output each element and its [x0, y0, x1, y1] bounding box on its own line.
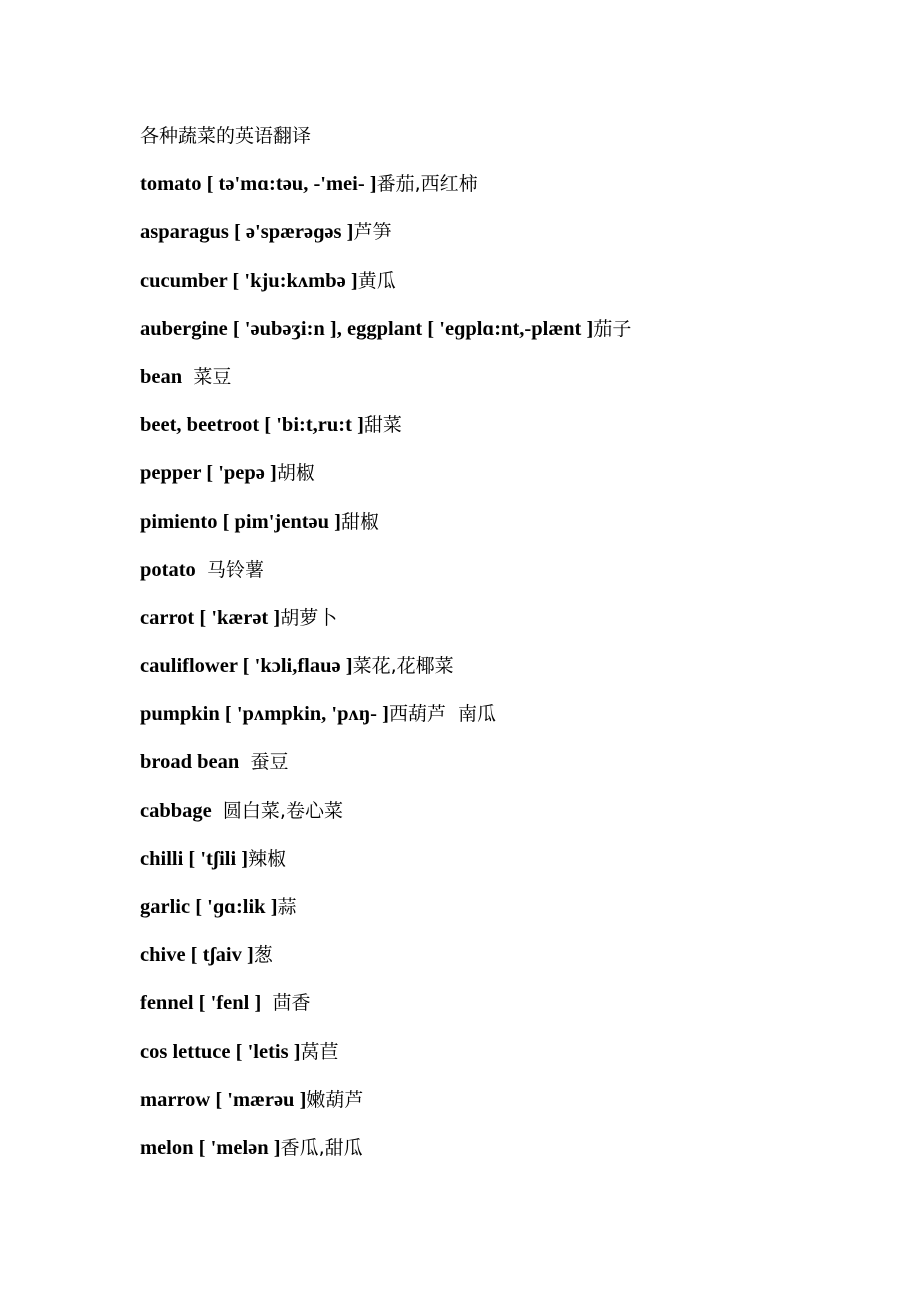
vocabulary-entry — [140, 267, 631, 315]
english-term: tomato [ tə'mɑ:təu, -'mei- ] — [140, 173, 377, 196]
chinese-translation: 蒜 — [277, 896, 297, 918]
vocabulary-entry — [140, 941, 631, 989]
vocabulary-entry — [140, 797, 631, 845]
chinese-translation: 胡萝卜 — [280, 606, 338, 629]
vocabulary-entry — [140, 652, 631, 700]
english-term: chive [ tʃaiv ] — [140, 944, 254, 967]
chinese-translation: 辣椒 — [248, 847, 287, 870]
vocabulary-entry — [140, 700, 631, 748]
vocabulary-entry — [140, 1134, 631, 1182]
english-term: aubergine [ 'əubəʒi:n ], eggplant [ 'eɡplɑ:nt,-plænt ] — [140, 317, 594, 340]
english-term: cabbage — [140, 799, 217, 822]
vocabulary-entry — [140, 845, 631, 893]
english-term: garlic [ 'ɡɑ:lik ] — [140, 896, 278, 918]
english-term: potato — [140, 558, 201, 581]
english-term: marrow [ 'mærəu ] — [140, 1088, 307, 1111]
vocabulary-entry — [140, 989, 631, 1037]
chinese-translation: 黄瓜 — [357, 269, 396, 292]
chinese-translation: 葱 — [253, 944, 273, 967]
english-term: bean — [140, 365, 188, 388]
english-term: cauliflower [ 'kɔli,flauə ] — [140, 655, 353, 678]
english-term: carrot [ 'kærət ] — [140, 606, 281, 629]
vocabulary-entry — [140, 218, 631, 266]
chinese-translation: 番茄,西红柿 — [376, 173, 478, 196]
vocabulary-entry — [140, 363, 631, 411]
chinese-translation: 菜豆 — [187, 365, 232, 388]
english-term: pimiento [ pim'jentəu ] — [140, 510, 341, 533]
chinese-translation: 胡椒 — [276, 462, 315, 485]
chinese-translation: 莴苣 — [300, 1040, 339, 1063]
vocabulary-entry — [140, 508, 631, 556]
vocabulary-entry — [140, 893, 631, 941]
english-term: pepper [ 'pepə ] — [140, 462, 277, 485]
english-term: cos lettuce [ 'letis ] — [140, 1040, 301, 1063]
vocabulary-entry — [140, 748, 631, 796]
english-term: chilli [ 'tʃili ] — [140, 847, 249, 870]
english-term: beet, beetroot [ 'bi:t,ru:t ] — [140, 414, 364, 437]
english-term: broad bean — [140, 751, 245, 774]
chinese-translation: 西葫芦 南瓜 — [388, 703, 497, 726]
english-term: melon [ 'melən ] — [140, 1136, 281, 1159]
chinese-translation: 香瓜,甜瓜 — [280, 1136, 363, 1159]
vocabulary-entry — [140, 1086, 631, 1134]
english-term: pumpkin [ 'pʌmpkin, 'pʌŋ- ] — [140, 703, 389, 726]
chinese-translation: 茄子 — [593, 317, 632, 340]
chinese-translation: 马铃薯 — [200, 558, 264, 581]
chinese-translation: 茴香 — [266, 992, 311, 1015]
chinese-translation: 甜椒 — [341, 510, 380, 533]
chinese-translation: 圆白菜,卷心菜 — [216, 799, 343, 822]
chinese-translation: 蚕豆 — [244, 751, 289, 774]
english-term: cucumber [ 'kju:kʌmbə ] — [140, 269, 358, 292]
chinese-translation: 甜菜 — [363, 414, 402, 437]
vocabulary-entry — [140, 315, 631, 363]
vocabulary-entry — [140, 604, 631, 652]
chinese-translation: 芦笋 — [353, 221, 392, 244]
vocabulary-entry — [140, 1038, 631, 1086]
document-body — [140, 122, 631, 1182]
vocabulary-entry — [140, 411, 631, 459]
vocabulary-entry — [140, 459, 631, 507]
chinese-translation: 菜花,花椰菜 — [352, 655, 454, 678]
vocabulary-list — [140, 170, 631, 1182]
chinese-translation: 嫩葫芦 — [306, 1088, 364, 1111]
english-term: asparagus [ ə'spærəɡəs ] — [140, 221, 354, 244]
vocabulary-entry — [140, 170, 631, 218]
vocabulary-entry — [140, 556, 631, 604]
document-title: 各种蔬菜的英语翻译 — [140, 125, 312, 147]
english-term: fennel [ 'fenl ] — [140, 992, 267, 1015]
